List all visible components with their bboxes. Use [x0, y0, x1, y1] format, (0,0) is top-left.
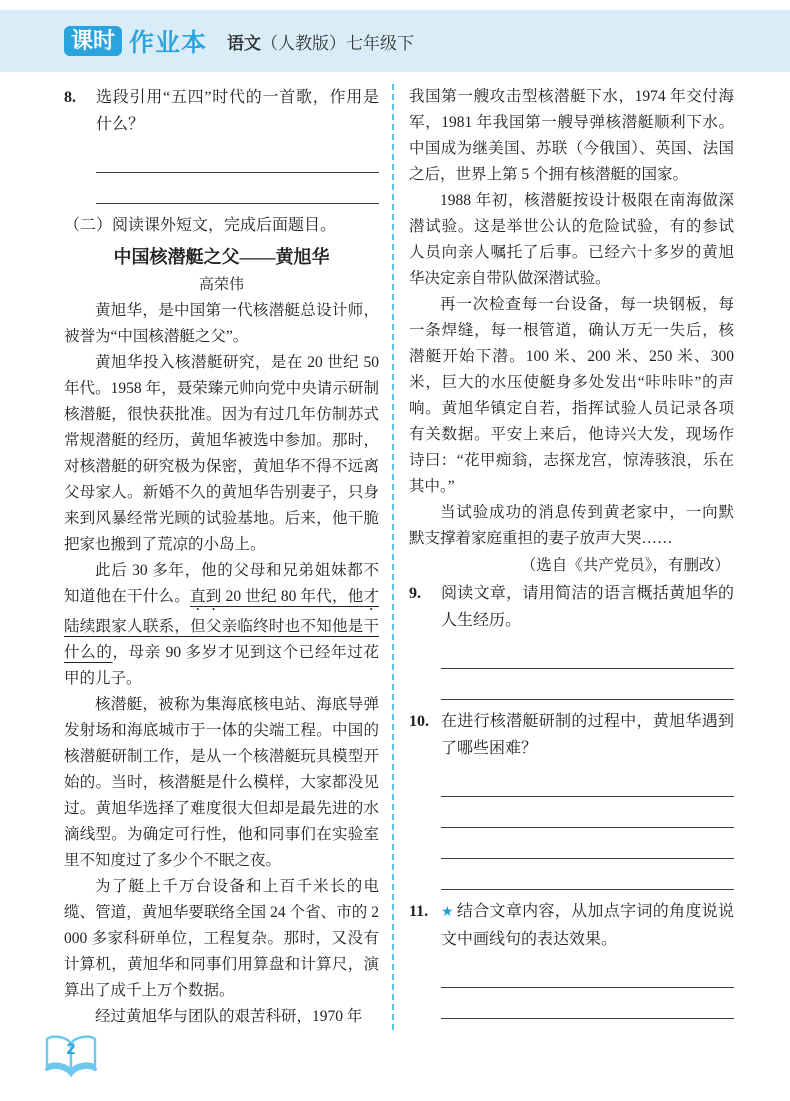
- emphasis-dotted-text: 直到: [189, 588, 222, 605]
- paragraph-text: ，母亲 90 多岁才见到这个已经年过花甲的儿子。: [64, 644, 379, 687]
- answer-line: [441, 797, 734, 828]
- underlined-text: 20 世纪 80 年代，他: [221, 588, 364, 605]
- answer-line: [441, 988, 734, 1019]
- section-heading: （二）阅读课外短文，完成后面题目。: [64, 217, 337, 234]
- question-text: [441, 898, 734, 953]
- brand-logo: [64, 23, 207, 59]
- question-text: 阅读文章，请用简洁的语言概括黄旭华的人生经历。: [441, 585, 734, 629]
- answer-line: [441, 766, 734, 797]
- article-paragraph: 黄旭华投入核潜艇研究，是在 20 世纪 50 年代。1958 年，聂荣臻元帅向党中央请示研制核潜艇，很快获批准。因为有过几年仿制苏式常规潜艇的经历，黄旭华被选中参加。那时，对核潜艇的研究极为保密，黄旭华不得不远离父母家人。新婚不久的黄旭华告别妻子，只身来到风暴经常光顾的试验基地。后来，他干脆把家也搬到了荒凉的小岛上。: [64, 354, 379, 553]
- answer-line: [441, 669, 734, 700]
- question-number: 10.: [409, 713, 429, 730]
- paragraph-text: 此后 30 多年，他的父母和兄弟姐妹都不知道他在干什么。: [64, 562, 379, 605]
- article-paragraph: 为了艇上千万台设备和上百千米长的电缆、管道，黄旭华要联络全国 24 个省、市的 2 000 多家科研单位，工程复杂。那时，又没有计算机，黄旭华和同事们用算盘和计算尺，演算出了成千上万个数据。: [64, 878, 379, 999]
- article-paragraph: 黄旭华，是中国第一代核潜艇总设计师，被誉为“中国核潜艇之父”。: [64, 302, 379, 345]
- subject-edition: （人教版）七年级下: [261, 33, 415, 53]
- underlined-text: 陆续跟家人联系，但父亲临终时也不知他是干什么的: [64, 618, 379, 661]
- question-8-answer-lines: [96, 142, 379, 204]
- answer-line: [96, 142, 379, 173]
- page-number: 2: [66, 1041, 76, 1058]
- question-text: 在进行核潜艇研制的过程中，黄旭华遇到了哪些困难？: [441, 713, 734, 757]
- article-author: 高荣伟: [198, 277, 244, 293]
- answer-line: [441, 1019, 734, 1030]
- question-9-answer-lines: [441, 638, 734, 700]
- emphasis-dotted-text: 才: [363, 588, 379, 605]
- question-number: 8.: [64, 89, 76, 106]
- content-area: [64, 84, 734, 1030]
- article-paragraph: 当试验成功的消息传到黄老家中，一向默默支撑着家庭重担的妻子放声大哭……: [409, 504, 734, 547]
- left-column: [64, 84, 392, 1030]
- question-number: 9.: [409, 585, 421, 602]
- article-paragraph: 核潜艇，被称为集海底核电站、海底导弹发射场和海底城市于一体的尖端工程。中国的核潜艇研制工作，是从一个核潜艇玩具模型开始的。当时，核潜艇是什么模样，大家都没见过。黄旭华选择了难度很大但却是最先进的水滴线型。为确定可行性，他和同事们在实验室里不知度过了多少个不眠之夜。: [64, 696, 379, 869]
- logo-badge: 课时: [64, 26, 122, 56]
- answer-line: [441, 638, 734, 669]
- answer-line: [441, 828, 734, 859]
- subject-name: 语文: [227, 33, 262, 53]
- answer-line: [441, 859, 734, 890]
- question-8: [64, 84, 379, 138]
- answer-line: [441, 957, 734, 988]
- question-number: 11.: [409, 903, 429, 920]
- star-icon: ★: [441, 905, 454, 920]
- question-text-body: 结合文章内容，从加点字词的角度说说文中画线句的表达效果。: [441, 903, 734, 948]
- question-9: [409, 580, 734, 634]
- logo-name: 作业本: [129, 29, 208, 57]
- answer-line: [96, 173, 379, 204]
- question-10: [409, 708, 734, 762]
- article-paragraph-continuation: 我国第一艘攻击型核潜艇下水，1974 年交付海军，1981 年我国第一艘导弹核潜艇顺利下水。中国成为继美国、苏联（今俄国）、英国、法国之后，世界上第 5 个拥有核潜艇的国家。: [409, 88, 734, 183]
- question-11-answer-lines: [441, 957, 734, 1030]
- question-text: 选段引用“五四”时代的一首歌，作用是什么？: [96, 89, 379, 133]
- right-column: [394, 84, 734, 1030]
- source-attribution: （选自《共产党员》，有删改）: [520, 557, 730, 574]
- article-title: 中国核潜艇之父——黄旭华: [113, 247, 330, 267]
- page-number-book-icon: [42, 1032, 100, 1082]
- question-11: [409, 898, 734, 953]
- header-band: [0, 10, 790, 72]
- article-paragraph: 经过黄旭华与团队的艰苦科研，1970 年: [95, 1008, 363, 1025]
- header-subject: [227, 29, 414, 54]
- question-10-answer-lines: [441, 766, 734, 890]
- article-paragraph: 1988 年初，核潜艇按设计极限在南海做深潜试验。这是举世公认的危险试验，有的参试人员向亲人嘱托了后事。已经六十多岁的黄旭华决定亲自带队做深潜试验。: [409, 192, 734, 287]
- article-paragraph-with-underline: [64, 558, 379, 692]
- article-paragraph: 再一次检查每一台设备，每一块钢板，每一条焊缝，每一根管道，确认万无一失后，核潜艇开始下潜。100 米、200 米、250 米、300 米，巨大的水压使艇身多处发出“咔咔咔”的声响。黄旭华镇定自若，指挥试验人员记录各项有关数据。平安上来后，他诗兴大发，现场作诗曰：“花甲痴翁，志探龙宫，惊涛骇浪，乐在其中。”: [409, 296, 734, 495]
